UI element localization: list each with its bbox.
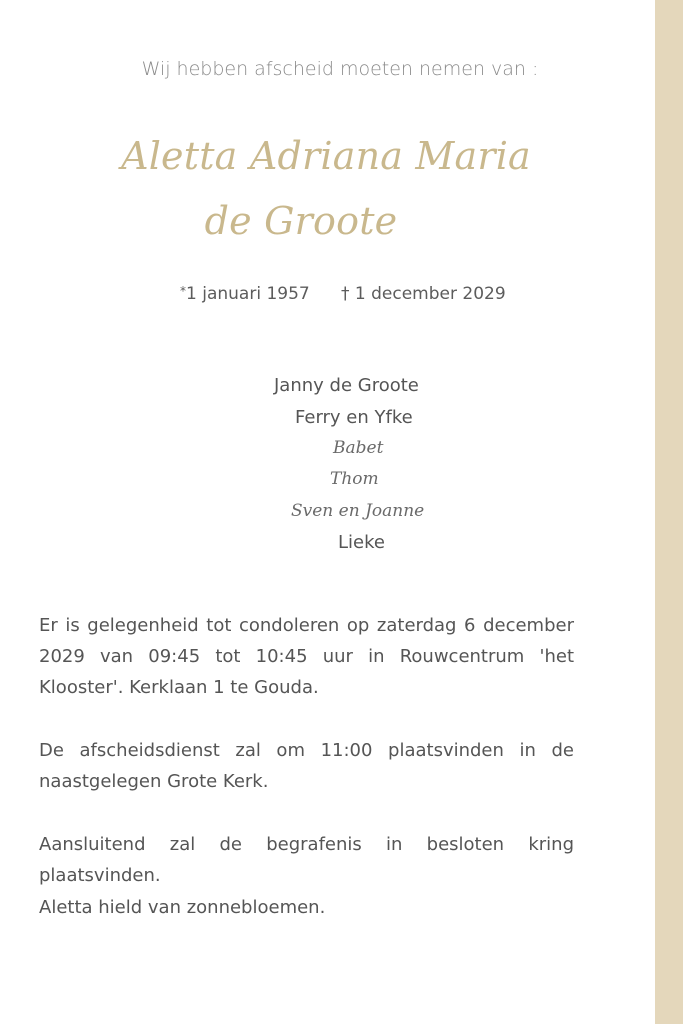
family-member: Lieke [338,532,385,553]
death-date-text: 1 december 2029 [354,284,506,304]
family-member: Babet [333,438,384,458]
condolence-paragraph: Er is gelegenheid tot condoleren op zaterdag 6 december 2029 van 09:45 tot 10:45 uur in Rouwcentrum 'het Klooster'. Kerklaan 1 te Gouda. [39,615,574,698]
birth-date [180,284,310,304]
family-member: Sven en Joanne [291,501,425,521]
intro-text: Wij hebben afscheid moeten nemen van : [141,58,539,80]
burial-paragraph: Aansluitend zal de begrafenis in besloten kring plaatsvinden. [39,834,574,886]
decorative-side-band [655,0,683,1024]
deceased-name-line1: Aletta Adriana Maria [121,134,531,178]
family-member: Janny de Groote [274,375,419,396]
family-member: Ferry en Yfke [295,407,413,428]
death-symbol: † [341,284,350,304]
birth-symbol: * [180,284,186,298]
birth-date-text: 1 januari 1957 [186,284,310,304]
family-member: Thom [330,469,379,489]
sunflowers-paragraph: Aletta hield van zonnebloemen. [39,897,326,918]
service-paragraph: De afscheidsdienst zal om 11:00 plaatsvinden in de naastgelegen Grote Kerk. [39,740,574,792]
death-date [341,284,506,304]
deceased-name-line2: de Groote [204,199,398,243]
